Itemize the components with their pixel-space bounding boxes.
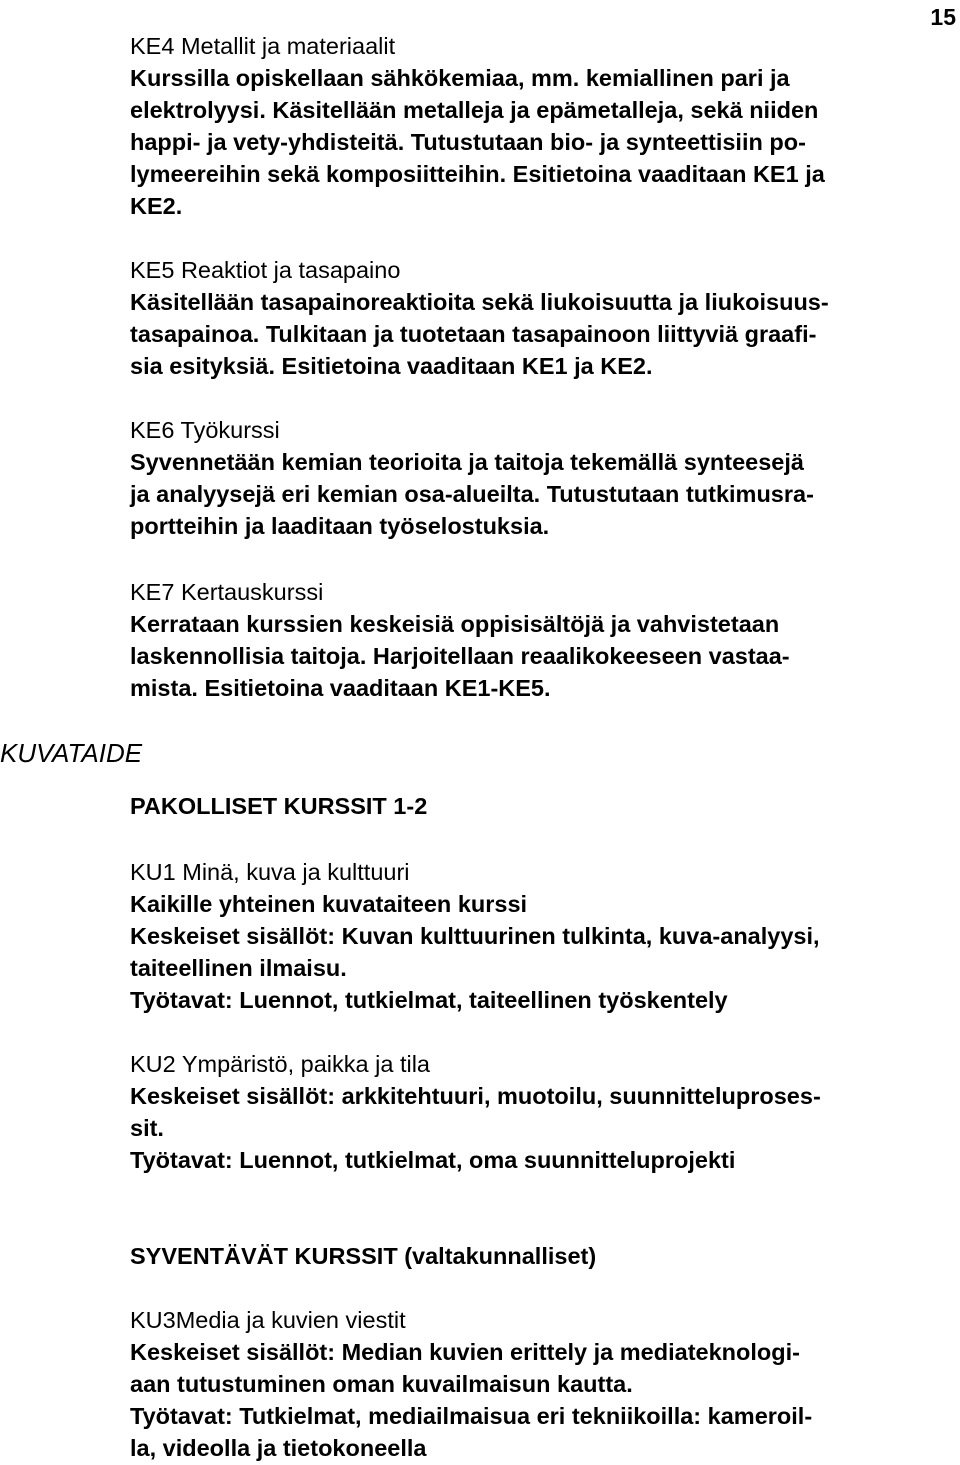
course-description-line: portteihin ja laaditaan työselostuksia. (130, 513, 550, 539)
course-description-line: laskennollisia taitoja. Harjoitellaan reaalikokeeseen vastaa- (130, 643, 790, 669)
course-title: KE7 Kertauskurssi (130, 579, 324, 605)
mandatory-heading: PAKOLLISET KURSSIT 1-2 (130, 793, 428, 819)
course-description-line: Kurssilla opiskellaan sähkökemiaa, mm. kemiallinen pari ja (130, 65, 790, 91)
section-label-kuvataide: KUVATAIDE (0, 738, 143, 768)
course-ku2 (130, 1048, 821, 1176)
course-ku1 (130, 856, 820, 1016)
course-description-line: ja analyysejä eri kemian osa-alueilta. Tutustutaan tutkimusra- (130, 481, 814, 507)
course-description-line: sit. (130, 1115, 164, 1141)
course-description-line: sia esityksiä. Esitietoina vaaditaan KE1 ja KE2. (130, 353, 653, 379)
course-ke6 (130, 414, 814, 542)
course-description-line: Työtavat: Luennot, tutkielmat, taiteellinen työskentely (130, 987, 728, 1013)
course-title: KE4 Metallit ja materiaalit (130, 33, 396, 59)
course-description-line: Työtavat: Luennot, tutkielmat, oma suunnitteluprojekti (130, 1147, 736, 1173)
advanced-heading: SYVENTÄVÄT KURSSIT (valtakunnalliset) (130, 1243, 597, 1269)
course-description-line: Kaikille yhteinen kuvataiteen kurssi (130, 891, 528, 917)
course-ke5 (130, 254, 829, 382)
course-ku3 (130, 1304, 812, 1464)
course-title: KU3Media ja kuvien viestit (130, 1307, 406, 1333)
course-title: KE5 Reaktiot ja tasapaino (130, 257, 401, 283)
course-description-line: Käsitellään tasapainoreaktioita sekä liukoisuutta ja liukoisuus- (130, 289, 829, 315)
course-ke7 (130, 576, 790, 704)
course-description-line: Keskeiset sisällöt: Median kuvien erittely ja mediateknologi- (130, 1339, 800, 1365)
mandatory-heading-block (130, 790, 427, 822)
course-title: KU2 Ympäristö, paikka ja tila (130, 1051, 430, 1077)
course-ke4 (130, 30, 825, 222)
course-description-line: Työtavat: Tutkielmat, mediailmaisua eri tekniikoilla: kameroil- (130, 1403, 813, 1429)
course-description-line: Kerrataan kurssien keskeisiä oppisisältöjä ja vahvistetaan (130, 611, 780, 637)
course-description-line: aan tutustuminen oman kuvailmaisun kautta. (130, 1371, 633, 1397)
course-description-line: tasapainoa. Tulkitaan ja tuotetaan tasapainoon liittyviä graafi- (130, 321, 817, 347)
page-number: 15 (930, 4, 956, 30)
course-description-line: la, videolla ja tietokoneella (130, 1435, 427, 1461)
course-description-line: KE2. (130, 193, 183, 219)
course-description-line: elektrolyysi. Käsitellään metalleja ja epämetalleja, sekä niiden (130, 97, 819, 123)
course-description-line: Keskeiset sisällöt: arkkitehtuuri, muotoilu, suunnitteluproses- (130, 1083, 821, 1109)
course-title: KU1 Minä, kuva ja kulttuuri (130, 859, 410, 885)
course-description-line: taiteellinen ilmaisu. (130, 955, 347, 981)
course-description-line: happi- ja vety-yhdisteitä. Tutustutaan bio- ja synteettisiin po- (130, 129, 806, 155)
course-description-line: lymeereihin sekä komposiitteihin. Esitietoina vaaditaan KE1 ja (130, 161, 825, 187)
course-description-line: mista. Esitietoina vaaditaan KE1-KE5. (130, 675, 551, 701)
course-description-line: Syvennetään kemian teorioita ja taitoja tekemällä synteesejä (130, 449, 804, 475)
course-title: KE6 Työkurssi (130, 417, 280, 443)
advanced-heading-block (130, 1240, 596, 1272)
course-description-line: Keskeiset sisällöt: Kuvan kulttuurinen tulkinta, kuva-analyysi, (130, 923, 820, 949)
